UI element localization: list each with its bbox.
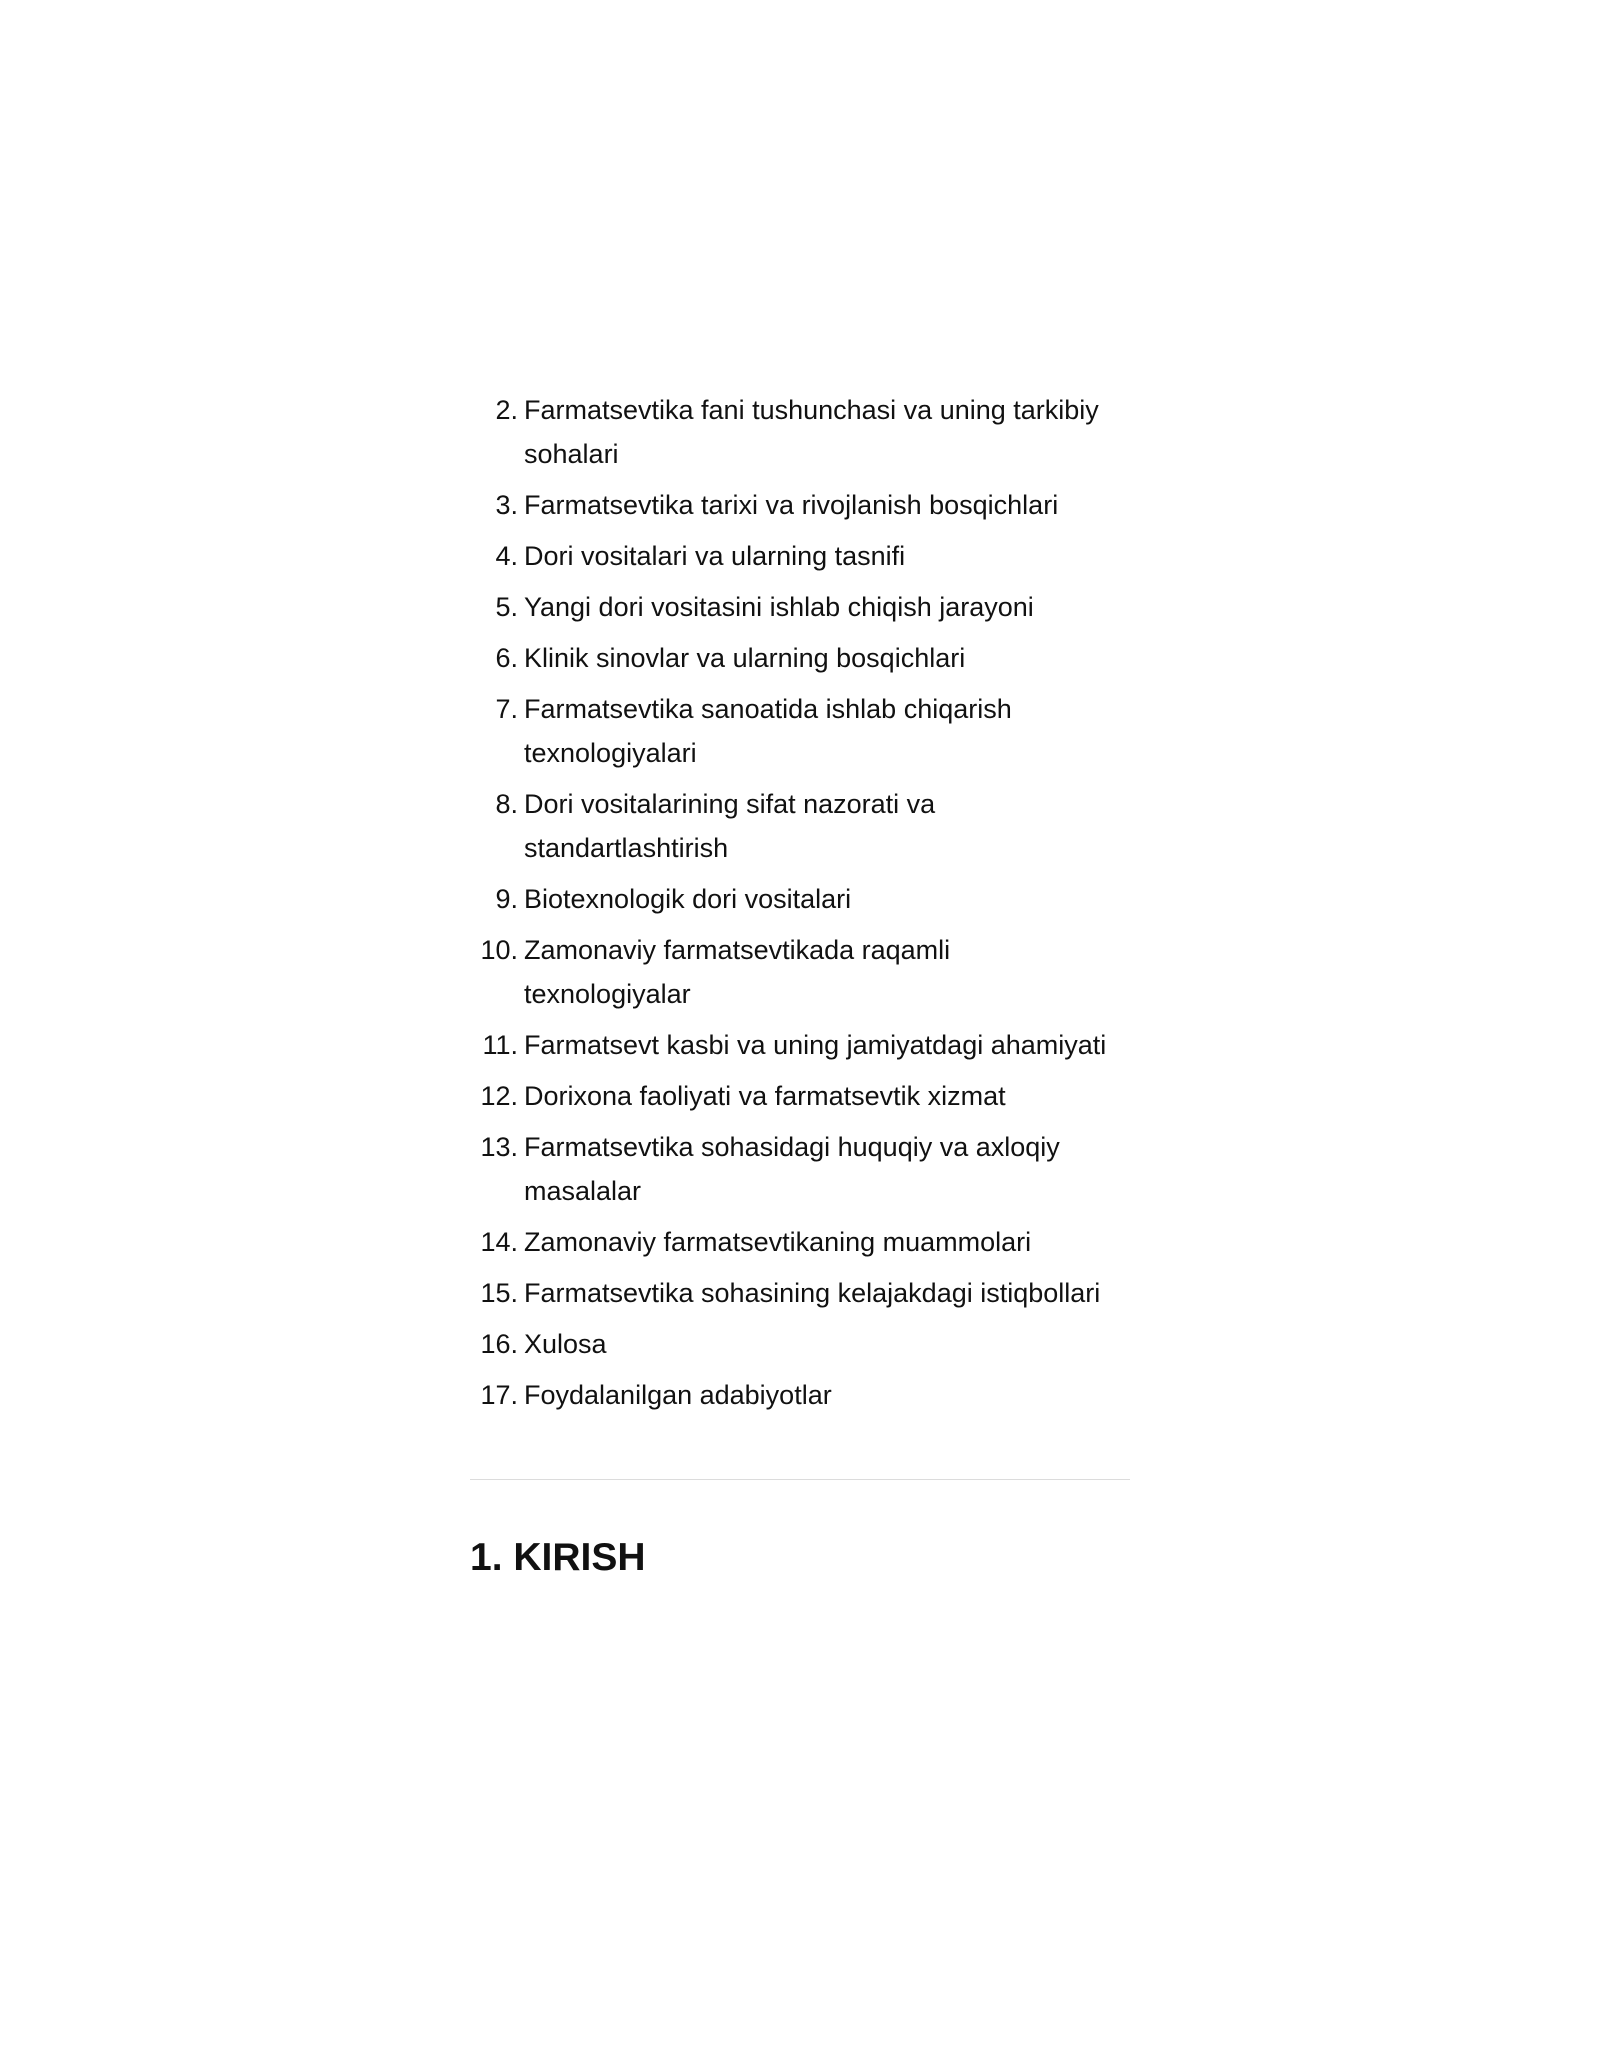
toc-item-text: Zamonaviy farmatsevtikaning muammolari: [524, 1227, 1032, 1257]
toc-list: [470, 388, 1138, 1417]
toc-item-text: Farmatsevtika tarixi va rivojlanish bosqichlari: [524, 490, 1059, 520]
toc-item: [470, 877, 1138, 921]
toc-item: [470, 687, 1138, 775]
toc-item-number: 11.: [482, 1030, 518, 1060]
toc-item-text: Foydalanilgan adabiyotlar: [524, 1380, 832, 1410]
toc-item-number: 5.: [495, 592, 518, 622]
toc-item-text: Dori vositalari va ularning tasnifi: [524, 541, 906, 571]
toc-item-number: 4.: [495, 541, 518, 571]
toc-item: [470, 1373, 1138, 1417]
toc-item: [470, 483, 1138, 527]
toc-item: [470, 928, 1138, 1016]
toc-item: [470, 1074, 1138, 1118]
toc-item-number: 16.: [480, 1329, 518, 1359]
toc-item-number: 6.: [495, 643, 518, 673]
toc-item: [470, 388, 1138, 476]
table-of-contents: [470, 388, 1138, 1424]
toc-item-number: 14.: [480, 1227, 518, 1257]
toc-item: [470, 782, 1138, 870]
toc-item-number: 9.: [495, 884, 518, 914]
toc-item-number: 2.: [495, 395, 518, 425]
toc-item: [470, 1125, 1138, 1213]
toc-item-number: 12.: [480, 1081, 518, 1111]
toc-item-number: 17.: [480, 1380, 518, 1410]
toc-item: [470, 1322, 1138, 1366]
toc-item-text: Yangi dori vositasini ishlab chiqish jarayoni: [524, 592, 1034, 622]
toc-item-text: Zamonaviy farmatsevtikada raqamli texnologiyalar: [524, 935, 951, 1009]
toc-item-number: 10.: [480, 935, 518, 965]
toc-item-number: 15.: [480, 1278, 518, 1308]
toc-item-text: Dori vositalarining sifat nazorati va standartlashtirish: [524, 789, 936, 863]
section-divider: [470, 1479, 1130, 1480]
toc-item-text: Farmatsevtika fani tushunchasi va uning tarkibiy sohalari: [524, 395, 1099, 469]
toc-item-text: Biotexnologik dori vositalari: [524, 884, 852, 914]
toc-item-text: Farmatsevtika sanoatida ishlab chiqarish texnologiyalari: [524, 694, 1012, 768]
toc-item-text: Dorixona faoliyati va farmatsevtik xizmat: [524, 1081, 1006, 1111]
toc-item-text: Klinik sinovlar va ularning bosqichlari: [524, 643, 966, 673]
toc-item: [470, 585, 1138, 629]
toc-item-number: 3.: [495, 490, 518, 520]
toc-item-text: Xulosa: [524, 1329, 607, 1359]
toc-item-text: Farmatsevt kasbi va uning jamiyatdagi ahamiyati: [524, 1030, 1107, 1060]
toc-item-text: Farmatsevtika sohasining kelajakdagi istiqbollari: [524, 1278, 1101, 1308]
toc-item-number: 7.: [495, 694, 518, 724]
toc-item: [470, 636, 1138, 680]
toc-item: [470, 1220, 1138, 1264]
section-heading: 1. KIRISH: [470, 1536, 646, 1579]
toc-item-number: 8.: [495, 789, 518, 819]
toc-item: [470, 1271, 1138, 1315]
toc-item: [470, 1023, 1138, 1067]
toc-item-text: Farmatsevtika sohasidagi huquqiy va axloqiy masalalar: [524, 1132, 1060, 1206]
toc-item-number: 13.: [480, 1132, 518, 1162]
toc-item: [470, 534, 1138, 578]
